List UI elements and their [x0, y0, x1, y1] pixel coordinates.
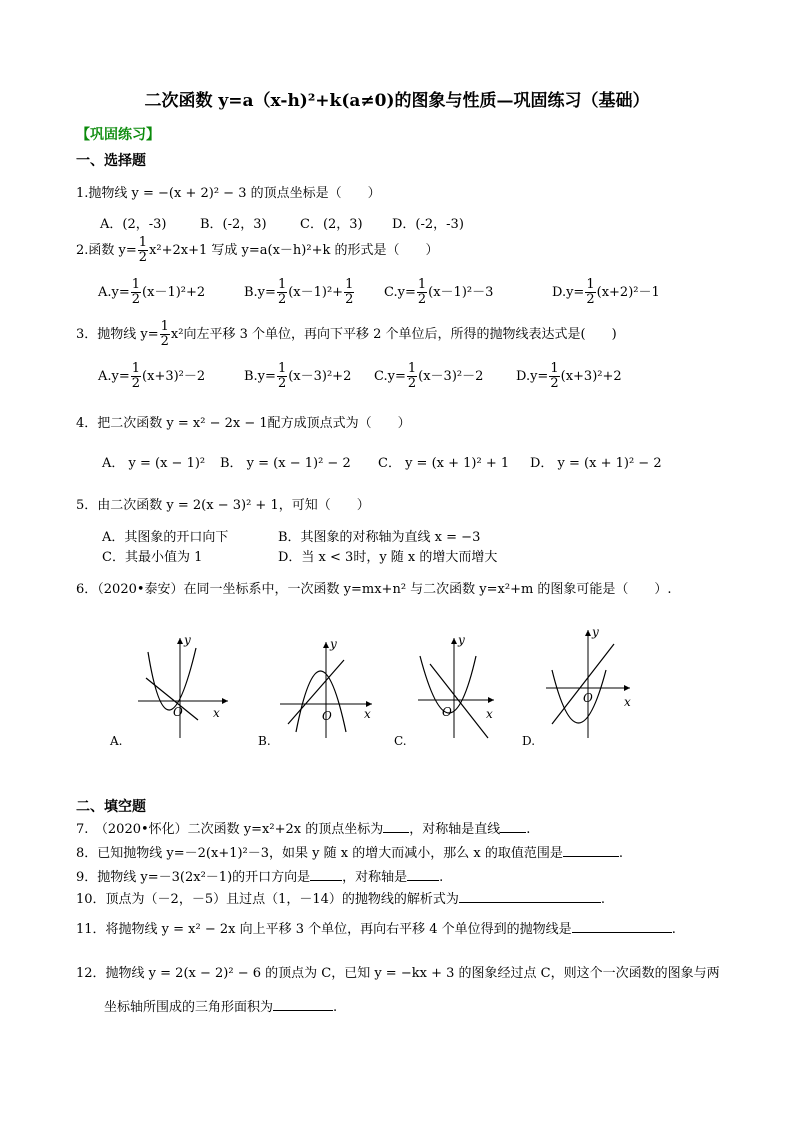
option-d: D．(-2，-3)	[392, 217, 464, 232]
option-d: D.y= $\frac{1}{2}$ (x+3)²+2	[516, 361, 622, 391]
graph-d	[546, 625, 631, 738]
option-d: D．当 x < 3时，y 随 x 的增大而增大	[278, 550, 498, 565]
answer-blank[interactable]	[310, 868, 342, 881]
x-label: x	[624, 695, 631, 709]
option-a: A．其图象的开口向下	[102, 530, 229, 545]
question-6-stem: 6．（2020•泰安）在同一坐标系中，一次函数 y=mx+n² 与二次函数 y=x²+m 的图象可能是（ ）.	[76, 582, 672, 597]
answer-blank[interactable]	[273, 998, 333, 1011]
parabola	[296, 671, 346, 732]
origin-label: O	[583, 691, 593, 705]
question-12: 12．抛物线 y = 2(x − 2)² − 6 的顶点为 C，已知 y = −kx + 3 的图象经过点 C，则这个一次函数的图象与两	[76, 966, 720, 981]
option-b: B.y= $\frac{1}{2}$ (x－1)²+ $\frac{1}{2}$	[244, 277, 354, 307]
q2-prefix: 2.函数 y=	[76, 243, 137, 258]
x-label: x	[364, 707, 371, 721]
question-1-stem: 1.抛物线 y = −(x + 2)² − 3 的顶点坐标是（ ）	[76, 186, 381, 201]
page-title: 二次函数 y=a（x-h)²+k(a≠0)的图象与性质—巩固练习（基础）	[144, 91, 650, 111]
option-a: A．(2，-3)	[100, 217, 167, 232]
question-10: 10．顶点为（－2，－5）且过点（1，－14）的抛物线的解析式为 .	[76, 892, 606, 907]
option-c: C． y = (x + 1)² + 1	[378, 456, 510, 471]
x-label: x	[213, 706, 220, 720]
option-c: C．其最小值为 1	[102, 550, 203, 565]
option-a: A． y = (x − 1)²	[102, 456, 206, 471]
graph-c	[418, 633, 494, 738]
y-label: y	[458, 633, 465, 647]
parabola	[552, 670, 606, 723]
question-11: 11．将抛物线 y = x² − 2x 向上平移 3 个单位，再向右平移 4 个单位得到的抛物线是 .	[76, 922, 676, 937]
section-tag: 【巩固练习】	[76, 127, 160, 143]
graph-b	[280, 637, 372, 738]
q2-suffix: x²+2x+1 写成 y=a(x－h)²+k 的形式是（ ）	[149, 243, 439, 258]
y-arrow	[323, 642, 329, 648]
question-9: 9．抛物线 y=－3(2x²－1)的开口方向是 ，对称轴是 .	[76, 870, 444, 885]
question-8: 8．已知抛物线 y=－2(x+1)²－3，如果 y 随 x 的增大而减小，那么 x 的取值范围是 .	[76, 846, 623, 861]
answer-blank[interactable]	[563, 844, 619, 857]
question-5-stem: 5．由二次函数 y = 2(x − 3)² + 1，可知（ ）	[76, 498, 370, 513]
section-choice-heading: 一、选择题	[76, 153, 146, 169]
x-label: x	[486, 707, 493, 721]
option-b: B.y= $\frac{1}{2}$ (x－3)²+2	[244, 361, 352, 391]
answer-blank[interactable]	[407, 868, 439, 881]
graph-label-d: D.	[522, 734, 536, 748]
x-arrow	[488, 697, 494, 703]
option-b: B． y = (x − 1)² − 2	[220, 456, 351, 471]
question-4-stem: 4．把二次函数 y = x² − 2x − 1配方成顶点式为（ ）	[76, 416, 411, 431]
graph-a	[138, 633, 228, 738]
q6-graph-options	[100, 620, 660, 760]
answer-blank[interactable]	[500, 820, 526, 833]
option-c: C.y= $\frac{1}{2}$ (x－1)²－3	[384, 277, 494, 307]
option-a: A.y= $\frac{1}{2}$ (x－1)²+2	[98, 277, 206, 307]
line-graph	[552, 644, 614, 724]
question-2-stem	[76, 236, 438, 265]
origin-label: O	[442, 705, 452, 719]
question-7: 7. （2020•怀化）二次函数 y=x²+2x 的顶点坐标为 ，对称轴是直线 .	[76, 822, 531, 837]
option-b: B．其图象的对称轴为直线 x = −3	[278, 530, 481, 545]
option-c: C.y= $\frac{1}{2}$ (x－3)²－2	[374, 361, 484, 391]
question-12-cont: 坐标轴所围成的三角形面积为 .	[104, 1000, 338, 1015]
question-3-stem: 3．抛物线 y= $\frac{1}{2}$ x²向左平移 3 个单位，再向下平移 2 个单位后，所得的抛物线表达式是( )	[76, 319, 617, 349]
answer-blank[interactable]	[459, 890, 601, 903]
y-arrow	[585, 630, 591, 636]
y-label: y	[592, 625, 599, 639]
option-d: D． y = (x + 1)² − 2	[530, 456, 662, 471]
y-label: y	[184, 633, 191, 647]
option-c: C．(2，3)	[300, 217, 363, 232]
answer-blank[interactable]	[383, 820, 409, 833]
origin-label: O	[322, 709, 332, 723]
y-arrow	[451, 638, 457, 644]
option-b: B．(-2，3)	[200, 217, 267, 232]
line-graph	[146, 678, 198, 720]
y-label: y	[330, 637, 337, 651]
x-arrow	[624, 685, 630, 691]
origin-label: O	[173, 705, 183, 719]
graph-label-c: C.	[394, 734, 407, 748]
question-2-options	[98, 278, 698, 312]
graph-label-a: A.	[110, 734, 123, 748]
option-a: A.y= $\frac{1}{2}$ (x+3)²－2	[98, 361, 206, 391]
y-arrow	[177, 638, 183, 644]
option-d: D.y= $\frac{1}{2}$ (x+2)²－1	[552, 277, 660, 307]
graph-label-b: B.	[258, 734, 271, 748]
answer-blank[interactable]	[572, 920, 672, 933]
x-arrow	[222, 698, 228, 704]
section-fill-heading: 二、填空题	[76, 799, 146, 815]
fraction: $\frac{1}{2}$	[138, 235, 148, 265]
question-3-options	[98, 362, 698, 396]
line-graph	[430, 664, 488, 738]
